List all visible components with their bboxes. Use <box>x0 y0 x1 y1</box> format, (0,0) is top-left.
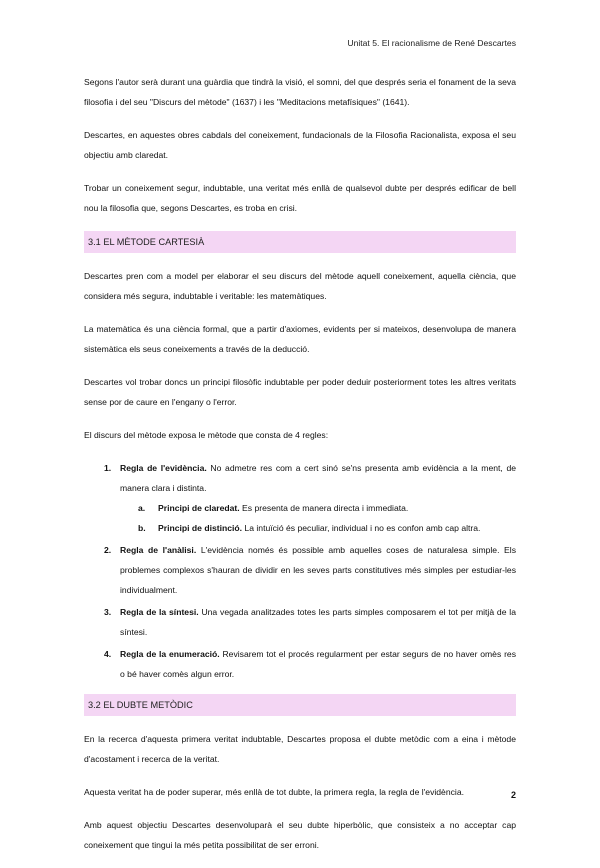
section1-paragraph-4: El discurs del mètode exposa le mètode que consta de 4 regles: <box>84 430 329 440</box>
rule-title: Regla de l'anàlisi. <box>120 545 197 555</box>
rule-item <box>84 602 516 642</box>
intro-paragraph-1: Segons l'autor serà durant una guàrdia que tindrà la visió, el somni, del que després seria el fonament de la seva filosofia i del seu "Discurs del mètode" (1637) i les "Meditacions metafísiques" (1641). <box>84 77 516 107</box>
rule-text: Una vegada analitzades totes les parts simples composarem el tot per mitjà de la síntesi. <box>120 607 516 637</box>
document-body <box>84 72 516 868</box>
sub-rule-text: Es presenta de manera directa i immediata. <box>239 503 409 513</box>
intro-paragraph-3: Trobar un coneixement segur, indubtable, una veritat més enllà de qualsevol dubte per després edificar de bell nou la filosofia que, segons Descartes, es troba en crisi. <box>84 183 516 213</box>
section1-paragraph-1: Descartes pren com a model per elaborar el seu discurs del mètode aquell coneixement, aquella ciència, que considera més segura, indubtable i veritable: les matemàtiques. <box>84 271 516 301</box>
section2-paragraph-1: En la recerca d'aquesta primera veritat indubtable, Descartes proposa el dubte metòdic com a eina i mètode d'acostament i recerca de la veritat. <box>84 734 516 764</box>
rule-item <box>84 458 516 538</box>
rule-title: Regla de la enumeració. <box>120 649 220 659</box>
section-heading-dubte: 3.2 EL DUBTE METÒDIC <box>84 694 516 716</box>
intro-paragraph-2: Descartes, en aquestes obres cabdals del coneixement, fundacionals de la Filosofia Racionalista, exposa el seu objectiu amb claredat. <box>84 130 516 160</box>
sub-rule-title: Principi de distinció. <box>158 523 243 533</box>
page-header: Unitat 5. El racionalisme de René Descartes <box>347 38 516 48</box>
rule-item <box>84 540 516 600</box>
section2-paragraph-3: Amb aquest objectiu Descartes desenvoluparà el seu dubte hiperbòlic, que consisteix a no acceptar cap coneixement que tingui la més petita possibilitat de ser erroni. <box>84 820 516 850</box>
section-heading-metode: 3.1 EL MÈTODE CARTESIÀ <box>84 231 516 253</box>
section1-paragraph-3: Descartes vol trobar doncs un principi filosòfic indubtable per poder deduir posteriorment totes les altres veritats sense por de caure en l'engany o l'error. <box>84 377 516 407</box>
rule-number: 4. <box>104 649 112 659</box>
rule-number: 2. <box>104 545 112 555</box>
rule-title: Regla de l'evidència. <box>120 463 207 473</box>
rule-item <box>84 644 516 684</box>
sub-rule-text: La intuïció és peculiar, individual i no es confon amb cap altra. <box>242 523 481 533</box>
rule-text: Revisarem tot el procés regularment per estar segurs de no haver omès res o bé haver comès algun error. <box>120 649 517 679</box>
rule-title: Regla de la síntesi. <box>120 607 199 617</box>
sub-rule-number: b. <box>138 523 146 533</box>
sub-rules-list <box>120 498 516 538</box>
rule-number: 1. <box>104 463 112 473</box>
sub-rule-title: Principi de claredat. <box>158 503 240 513</box>
page-number: 2 <box>510 790 516 800</box>
rule-text: No admetre res com a cert sinó se'ns presenta amb evidència a la ment, de manera clara i distinta. <box>120 463 516 493</box>
rule-text: L'evidència només és possible amb aquelles coses de naturalesa simple. Els problemes complexos s'hauran de dividir en les seves parts constitutives més simples per estudiar-les individualment. <box>120 545 516 595</box>
sub-rule-item <box>120 498 516 518</box>
rules-list <box>84 458 516 684</box>
section1-paragraph-2: La matemàtica és una ciència formal, que a partir d'axiomes, evidents per si mateixos, desenvolupa de manera sistemàtica els seus coneixements a través de la deducció. <box>84 324 516 354</box>
sub-rule-item <box>120 518 516 538</box>
sub-rule-number: a. <box>138 503 146 513</box>
section2-paragraph-2: Aquesta veritat ha de poder superar, més enllà de tot dubte, la primera regla, la regla de l'evidència. <box>84 787 464 797</box>
rule-number: 3. <box>104 607 112 617</box>
